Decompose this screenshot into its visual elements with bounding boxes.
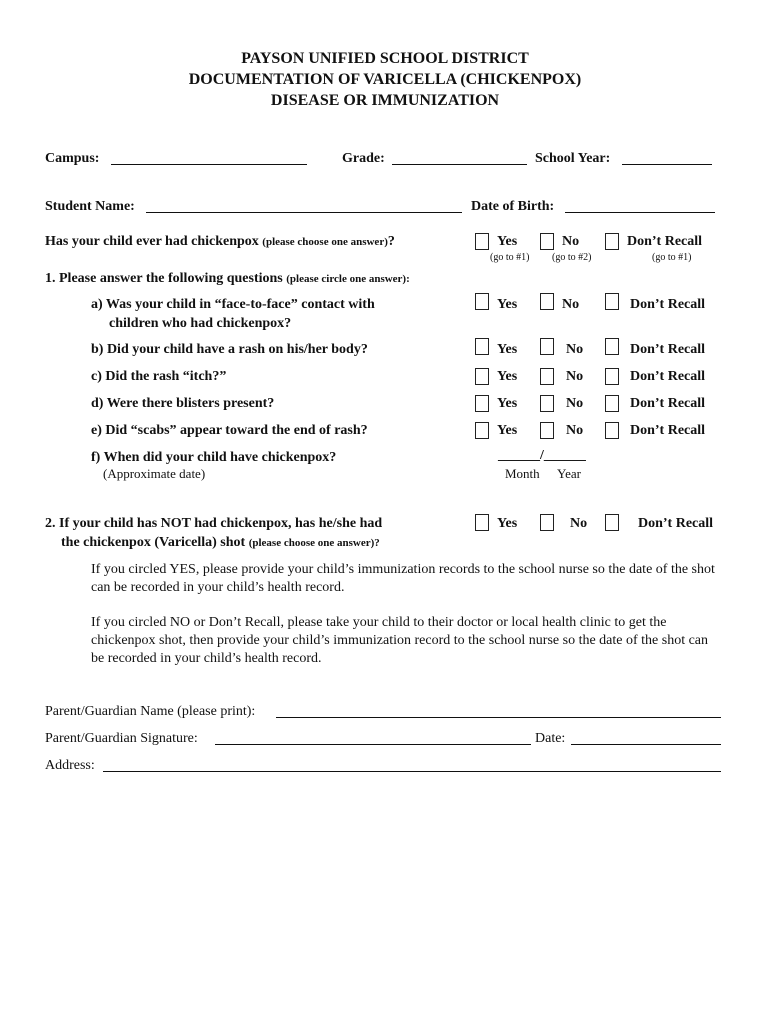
- q1-heading: [45, 271, 410, 287]
- chickenpox-question-text: Has your child ever had chickenpox: [45, 234, 259, 249]
- student-name-field[interactable]: [146, 212, 462, 213]
- q1c-text: c) Did the rash “itch?”: [91, 369, 227, 384]
- q1e-dont-recall-checkbox[interactable]: [605, 422, 619, 439]
- q1f-text: f) When did your child have chickenpox?: [91, 450, 337, 465]
- q1e-dont-recall-label: Don’t Recall: [630, 423, 706, 438]
- q2-no-checkbox[interactable]: [540, 514, 554, 531]
- intro-no-label: No: [562, 234, 580, 249]
- q1f-month-label: Month: [505, 466, 540, 481]
- q1b-yes-checkbox[interactable]: [475, 338, 489, 355]
- q1d-yes-label: Yes: [497, 396, 518, 411]
- school-year-field[interactable]: [622, 164, 712, 165]
- intro-dont-recall-label: Don’t Recall: [627, 234, 703, 249]
- chickenpox-question-note: (please choose one answer): [262, 236, 388, 248]
- q1e-yes-label: Yes: [497, 423, 518, 438]
- parent-name-label: Parent/Guardian Name (please print):: [45, 704, 256, 719]
- q1a-no-checkbox[interactable]: [540, 293, 554, 310]
- chickenpox-question: [45, 234, 395, 250]
- q1a-text-line1: a) Was your child in “face-to-face” contact with: [91, 297, 375, 312]
- q1e-no-checkbox[interactable]: [540, 422, 554, 439]
- intro-yes-checkbox[interactable]: [475, 233, 489, 250]
- campus-field[interactable]: [111, 164, 307, 165]
- q1d-no-checkbox[interactable]: [540, 395, 554, 412]
- q1b-dont-recall-checkbox[interactable]: [605, 338, 619, 355]
- q1a-yes-label: Yes: [497, 297, 518, 312]
- q1a-yes-checkbox[interactable]: [475, 293, 489, 310]
- title-documentation: DOCUMENTATION OF VARICELLA (CHICKENPOX): [188, 71, 582, 88]
- q1c-dont-recall-checkbox[interactable]: [605, 368, 619, 385]
- q1b-no-checkbox[interactable]: [540, 338, 554, 355]
- intro-dont-recall-checkbox[interactable]: [605, 233, 619, 250]
- address-label: Address:: [45, 758, 95, 773]
- signature-date-label: Date:: [535, 731, 566, 746]
- q1c-dont-recall-label: Don’t Recall: [630, 369, 706, 384]
- q1d-no-label: No: [566, 396, 584, 411]
- q1e-text: e) Did “scabs” appear toward the end of rash?: [91, 423, 368, 438]
- q2-note: (please choose one answer)?: [248, 537, 380, 549]
- q1e-yes-checkbox[interactable]: [475, 422, 489, 439]
- q2-text-line2: [61, 535, 380, 551]
- intro-yes-label: Yes: [497, 234, 518, 249]
- intro-yes-goto: (go to #1): [490, 252, 530, 263]
- q1a-dont-recall-checkbox[interactable]: [605, 293, 619, 310]
- dob-label: Date of Birth:: [471, 199, 555, 214]
- student-name-label: Student Name:: [45, 199, 135, 214]
- q1f-date-field[interactable]: ______/______: [498, 448, 586, 463]
- q1d-yes-checkbox[interactable]: [475, 395, 489, 412]
- parent-name-field[interactable]: [276, 717, 721, 718]
- q1f-year-label: Year: [557, 466, 581, 481]
- q1b-text: b) Did your child have a rash on his/her body?: [91, 342, 368, 357]
- parent-signature-label: Parent/Guardian Signature:: [45, 731, 198, 746]
- q1f-note: (Approximate date): [103, 466, 206, 481]
- grade-label: Grade:: [342, 151, 385, 166]
- q1d-dont-recall-label: Don’t Recall: [630, 396, 706, 411]
- title-district: PAYSON UNIFIED SCHOOL DISTRICT: [241, 50, 529, 67]
- chickenpox-question-suffix: ?: [387, 234, 395, 249]
- q1-heading-text: 1. Please answer the following questions: [45, 271, 283, 286]
- q2-yes-checkbox[interactable]: [475, 514, 489, 531]
- q1c-yes-checkbox[interactable]: [475, 368, 489, 385]
- signature-date-field[interactable]: [571, 744, 721, 745]
- q2-no-label: No: [570, 516, 588, 531]
- dob-field[interactable]: [565, 212, 715, 213]
- q2-yes-label: Yes: [497, 516, 518, 531]
- q2-text-line2-main: the chickenpox (Varicella) shot: [61, 535, 246, 550]
- q2-dont-recall-checkbox[interactable]: [605, 514, 619, 531]
- q1a-dont-recall-label: Don’t Recall: [630, 297, 706, 312]
- title-disease: DISEASE OR IMMUNIZATION: [270, 92, 500, 109]
- q1b-yes-label: Yes: [497, 342, 518, 357]
- parent-signature-field[interactable]: [215, 744, 531, 745]
- intro-no-goto: (go to #2): [552, 252, 592, 263]
- q1b-dont-recall-label: Don’t Recall: [630, 342, 706, 357]
- q1a-no-label: No: [562, 297, 580, 312]
- school-year-label: School Year:: [535, 151, 611, 166]
- no-instructions: If you circled NO or Don’t Recall, please take your child to their doctor or local health clinic to get the chickenpox shot, then provide your child’s immunization record to the school nurse so the date of the shot can be recorded in your child’s health record.: [91, 615, 709, 666]
- campus-label: Campus:: [45, 151, 100, 166]
- intro-dont-recall-goto: (go to #1): [652, 252, 692, 263]
- q2-text-line1: 2. If your child has NOT had chickenpox, has he/she had: [45, 516, 383, 531]
- intro-no-checkbox[interactable]: [540, 233, 554, 250]
- grade-field[interactable]: [392, 164, 527, 165]
- address-field[interactable]: [103, 771, 721, 772]
- q1b-no-label: No: [566, 342, 584, 357]
- q1c-no-label: No: [566, 369, 584, 384]
- q1c-yes-label: Yes: [497, 369, 518, 384]
- yes-instructions: If you circled YES, please provide your child’s immunization records to the school nurse so the date of the shot can be recorded in your child’s health record.: [91, 562, 715, 595]
- q2-dont-recall-label: Don’t Recall: [638, 516, 714, 531]
- q1e-no-label: No: [566, 423, 584, 438]
- q1-heading-note: (please circle one answer):: [286, 273, 410, 285]
- q1d-text: d) Were there blisters present?: [91, 396, 275, 411]
- q1c-no-checkbox[interactable]: [540, 368, 554, 385]
- q1a-text-line2: children who had chickenpox?: [109, 316, 292, 331]
- q1d-dont-recall-checkbox[interactable]: [605, 395, 619, 412]
